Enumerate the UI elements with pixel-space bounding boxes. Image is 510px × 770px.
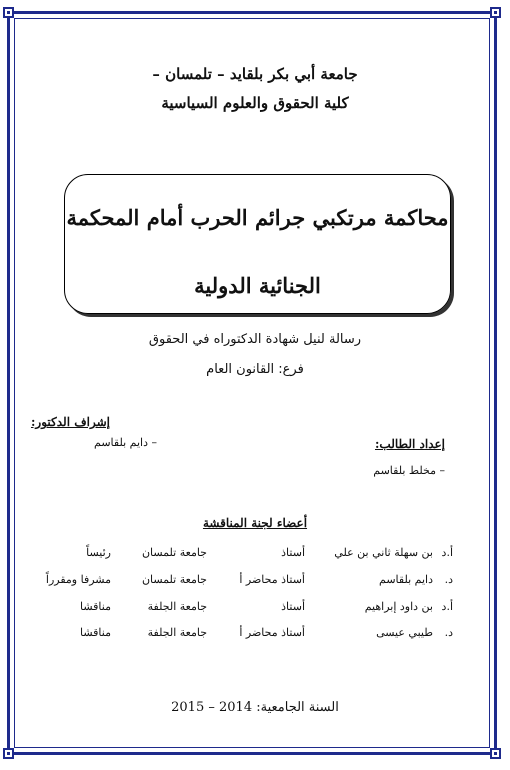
thesis-title-line-1: محاكمة مرتكبي جرائم الحرب أمام المحكمة [66, 205, 449, 230]
degree-statement: رسالة لنيل شهادة الدكتوراه في الحقوق [148, 332, 362, 347]
member-degree: أ.د [441, 546, 453, 559]
faculty-name: كلية الحقوق والعلوم السياسية [161, 94, 349, 112]
member-degree: د. [444, 626, 453, 639]
member-rank: أستاذ محاضر أ [239, 626, 305, 639]
thesis-title-box [64, 174, 451, 314]
member-name: بن سهلة ثاني بن علي [334, 546, 433, 559]
committee-member-row [0, 626, 510, 646]
member-university: جامعة تلمسان [141, 546, 207, 559]
student-name: – مخلط بلقاسم [373, 464, 445, 477]
member-name: بن داود إبراهيم [364, 600, 433, 613]
corner-ornament-bottom-left [3, 748, 14, 759]
member-name: دايم بلقاسم [379, 573, 433, 586]
member-rank: أستاذ محاضر أ [239, 573, 305, 586]
supervisor-name: – دايم بلقاسم [94, 436, 157, 449]
member-name: طيبي عيسى [376, 626, 433, 639]
corner-ornament-top-left [3, 7, 14, 18]
committee-member-row [0, 573, 510, 593]
committee-member-row [0, 600, 510, 620]
member-university: جامعة الجلفة [147, 600, 207, 613]
member-role: مشرفا ومقرراً [45, 573, 111, 586]
academic-year [0, 700, 510, 715]
member-role: رئيساً [86, 546, 111, 559]
university-name: جامعة أبي بكر بلقايد – تلمسان – [152, 65, 358, 83]
supervisor-label: إشراف الدكتور: [30, 415, 110, 429]
academic-year-text: السنة الجامعية: 2014 – 2015 [171, 700, 339, 715]
branch-statement: فرع: القانون العام [206, 362, 304, 377]
member-rank: أستاذ [281, 600, 305, 613]
committee-title: أعضاء لجنة المناقشة [202, 516, 308, 530]
member-rank: أستاذ [281, 546, 305, 559]
thesis-title-line-2: الجنائية الدولية [194, 273, 321, 298]
member-university: جامعة تلمسان [141, 573, 207, 586]
member-degree: د. [444, 573, 453, 586]
member-degree: أ.د [441, 600, 453, 613]
member-role: مناقشا [80, 600, 111, 613]
committee-member-row [0, 546, 510, 566]
corner-ornament-bottom-right [490, 748, 501, 759]
member-role: مناقشا [80, 626, 111, 639]
student-label: إعداد الطالب: [374, 437, 445, 451]
corner-ornament-top-right [490, 7, 501, 18]
member-university: جامعة الجلفة [147, 626, 207, 639]
